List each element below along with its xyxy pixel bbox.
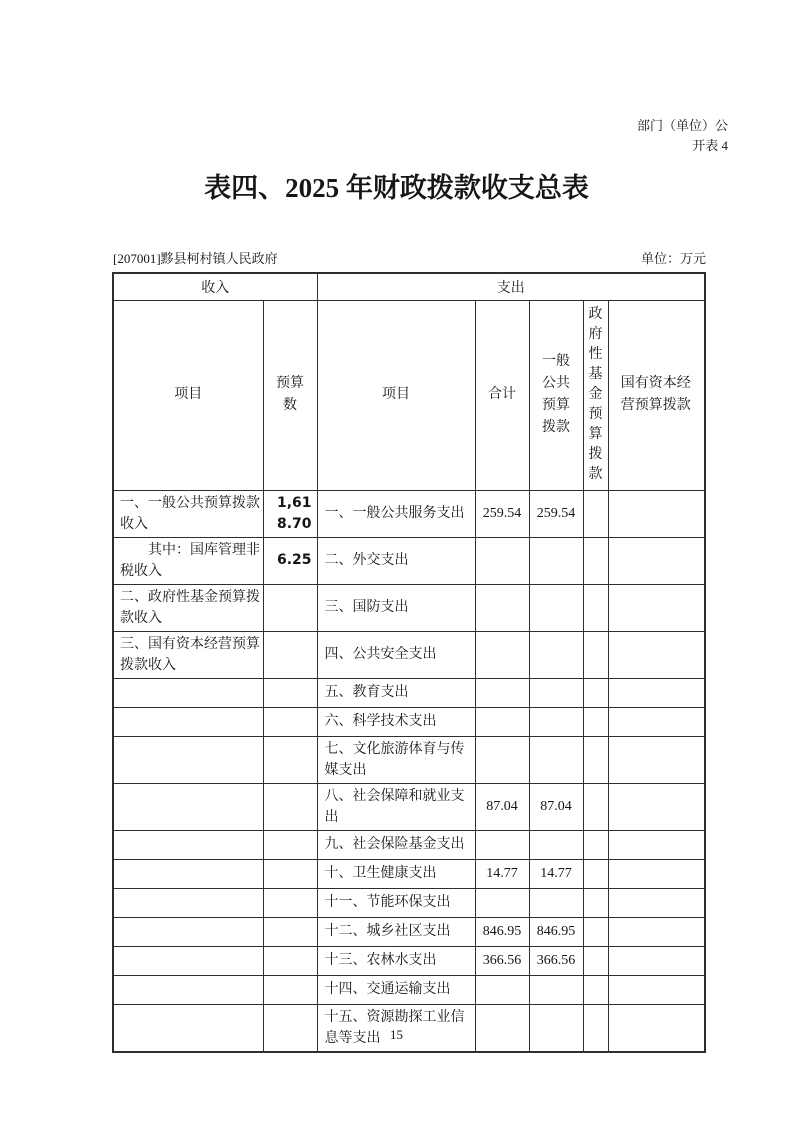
total-cell [475, 584, 529, 631]
expenditure-item-header: 项目 [317, 300, 475, 490]
income-value-cell [263, 584, 317, 631]
total-cell: 87.04 [475, 783, 529, 830]
table-row [113, 490, 705, 537]
income-value-cell [263, 946, 317, 975]
income-item-cell: 二、政府性基金预算拨款收入 [113, 584, 263, 631]
general-public-cell: 366.56 [529, 946, 583, 975]
income-item-cell [113, 917, 263, 946]
gov-fund-cell [583, 830, 608, 859]
gov-fund-cell [583, 859, 608, 888]
total-cell [475, 537, 529, 584]
gov-fund-cell [583, 537, 608, 584]
state-capital-cell [608, 631, 705, 678]
general-public-cell [529, 736, 583, 783]
expenditure-item-cell: 七、文化旅游体育与传媒支出 [317, 736, 475, 783]
corner-note-line2: 开表 4 [692, 138, 728, 153]
section-header-row [113, 273, 705, 300]
unit-label: 单位：万元 [640, 251, 706, 266]
income-item-cell [113, 707, 263, 736]
total-cell: 366.56 [475, 946, 529, 975]
state-capital-cell [608, 490, 705, 537]
gov-fund-cell [583, 631, 608, 678]
table-row [113, 888, 705, 917]
expenditure-section-header: 支出 [317, 273, 705, 300]
income-value-cell [263, 707, 317, 736]
total-cell [475, 631, 529, 678]
table-body [113, 273, 705, 1052]
table-row [113, 584, 705, 631]
total-cell [475, 975, 529, 1004]
total-header: 合计 [475, 300, 529, 490]
expenditure-item-cell: 二、外交支出 [317, 537, 475, 584]
income-value-cell [263, 736, 317, 783]
state-capital-budget-header: 国有资本经营预算拨款 [608, 300, 705, 490]
general-public-budget-header: 一般公共预算拨款 [529, 300, 583, 490]
corner-note-line1: 部门（单位）公 [636, 118, 728, 133]
general-public-cell [529, 631, 583, 678]
income-item-cell [113, 888, 263, 917]
total-cell [475, 678, 529, 707]
expenditure-item-cell: 十四、交通运输支出 [317, 975, 475, 1004]
expenditure-item-cell: 八、社会保障和就业支出 [317, 783, 475, 830]
income-value-cell: 1,618.70 [263, 490, 317, 537]
income-item-cell: 三、国有资本经营预算拨款收入 [113, 631, 263, 678]
income-value-cell [263, 830, 317, 859]
gov-fund-cell [583, 975, 608, 1004]
table-row [113, 859, 705, 888]
state-capital-cell [608, 678, 705, 707]
gov-fund-cell [583, 490, 608, 537]
state-capital-cell [608, 537, 705, 584]
table-row [113, 946, 705, 975]
income-item-cell [113, 678, 263, 707]
budget-table [112, 272, 706, 1053]
expenditure-item-cell: 五、教育支出 [317, 678, 475, 707]
table-row [113, 783, 705, 830]
total-cell [475, 736, 529, 783]
income-value-cell [263, 783, 317, 830]
table-meta-row [113, 248, 706, 267]
income-item-cell: 一、一般公共预算拨款收入 [113, 490, 263, 537]
total-cell [475, 830, 529, 859]
income-value-cell: 6.25 [263, 537, 317, 584]
expenditure-item-cell: 十五、资源勘探工业信息等支出 [317, 1004, 475, 1052]
page-number: 15 [390, 1027, 403, 1042]
income-value-cell [263, 859, 317, 888]
income-item-cell [113, 859, 263, 888]
income-item-cell [113, 830, 263, 859]
total-cell [475, 888, 529, 917]
income-item-header: 项目 [113, 300, 263, 490]
total-cell [475, 707, 529, 736]
general-public-cell: 87.04 [529, 783, 583, 830]
general-public-cell: 846.95 [529, 917, 583, 946]
state-capital-cell [608, 783, 705, 830]
income-item-cell: 其中：国库管理非税收入 [113, 537, 263, 584]
income-budget-header: 预算数 [263, 300, 317, 490]
gov-fund-cell [583, 736, 608, 783]
page-title: 表四、2025 年财政拨款收支总表 [204, 173, 589, 203]
table-row [113, 631, 705, 678]
general-public-cell [529, 584, 583, 631]
gov-fund-cell [583, 584, 608, 631]
gov-fund-cell [583, 946, 608, 975]
table-row [113, 537, 705, 584]
income-item-cell [113, 975, 263, 1004]
gov-fund-cell [583, 888, 608, 917]
income-value-cell [263, 678, 317, 707]
table-row [113, 830, 705, 859]
gov-fund-cell [583, 707, 608, 736]
gov-fund-cell [583, 783, 608, 830]
income-item-cell [113, 783, 263, 830]
income-section-header: 收入 [113, 273, 317, 300]
expenditure-item-cell: 九、社会保险基金支出 [317, 830, 475, 859]
total-cell: 14.77 [475, 859, 529, 888]
gov-fund-cell [583, 917, 608, 946]
expenditure-item-cell: 十二、城乡社区支出 [317, 917, 475, 946]
corner-note [637, 116, 728, 156]
income-value-cell [263, 631, 317, 678]
expenditure-item-cell: 四、公共安全支出 [317, 631, 475, 678]
table-row [113, 678, 705, 707]
state-capital-cell [608, 707, 705, 736]
gov-fund-budget-header: 政府性基金预算拨款 [583, 300, 608, 490]
expenditure-item-cell: 三、国防支出 [317, 584, 475, 631]
org-code-name: [207001]黟县柯村镇人民政府 [113, 251, 278, 266]
general-public-cell: 259.54 [529, 490, 583, 537]
income-item-cell [113, 946, 263, 975]
state-capital-cell [608, 584, 705, 631]
general-public-cell [529, 537, 583, 584]
state-capital-cell [608, 975, 705, 1004]
expenditure-item-cell: 十三、农林水支出 [317, 946, 475, 975]
expenditure-item-cell: 一、一般公共服务支出 [317, 490, 475, 537]
income-value-cell [263, 888, 317, 917]
general-public-cell [529, 707, 583, 736]
state-capital-cell [608, 888, 705, 917]
general-public-cell [529, 830, 583, 859]
income-value-cell [263, 975, 317, 1004]
state-capital-cell [608, 946, 705, 975]
state-capital-cell [608, 736, 705, 783]
total-cell: 259.54 [475, 490, 529, 537]
table-row [113, 917, 705, 946]
state-capital-cell [608, 859, 705, 888]
expenditure-item-cell: 十、卫生健康支出 [317, 859, 475, 888]
state-capital-cell [608, 830, 705, 859]
expenditure-item-cell: 十一、节能环保支出 [317, 888, 475, 917]
general-public-cell [529, 888, 583, 917]
state-capital-cell [608, 917, 705, 946]
general-public-cell [529, 678, 583, 707]
table-row [113, 707, 705, 736]
column-header-row [113, 300, 705, 490]
expenditure-item-cell: 六、科学技术支出 [317, 707, 475, 736]
income-value-cell [263, 917, 317, 946]
table-row [113, 975, 705, 1004]
general-public-cell: 14.77 [529, 859, 583, 888]
table-row [113, 736, 705, 783]
income-item-cell [113, 736, 263, 783]
total-cell: 846.95 [475, 917, 529, 946]
gov-fund-cell [583, 678, 608, 707]
general-public-cell [529, 975, 583, 1004]
